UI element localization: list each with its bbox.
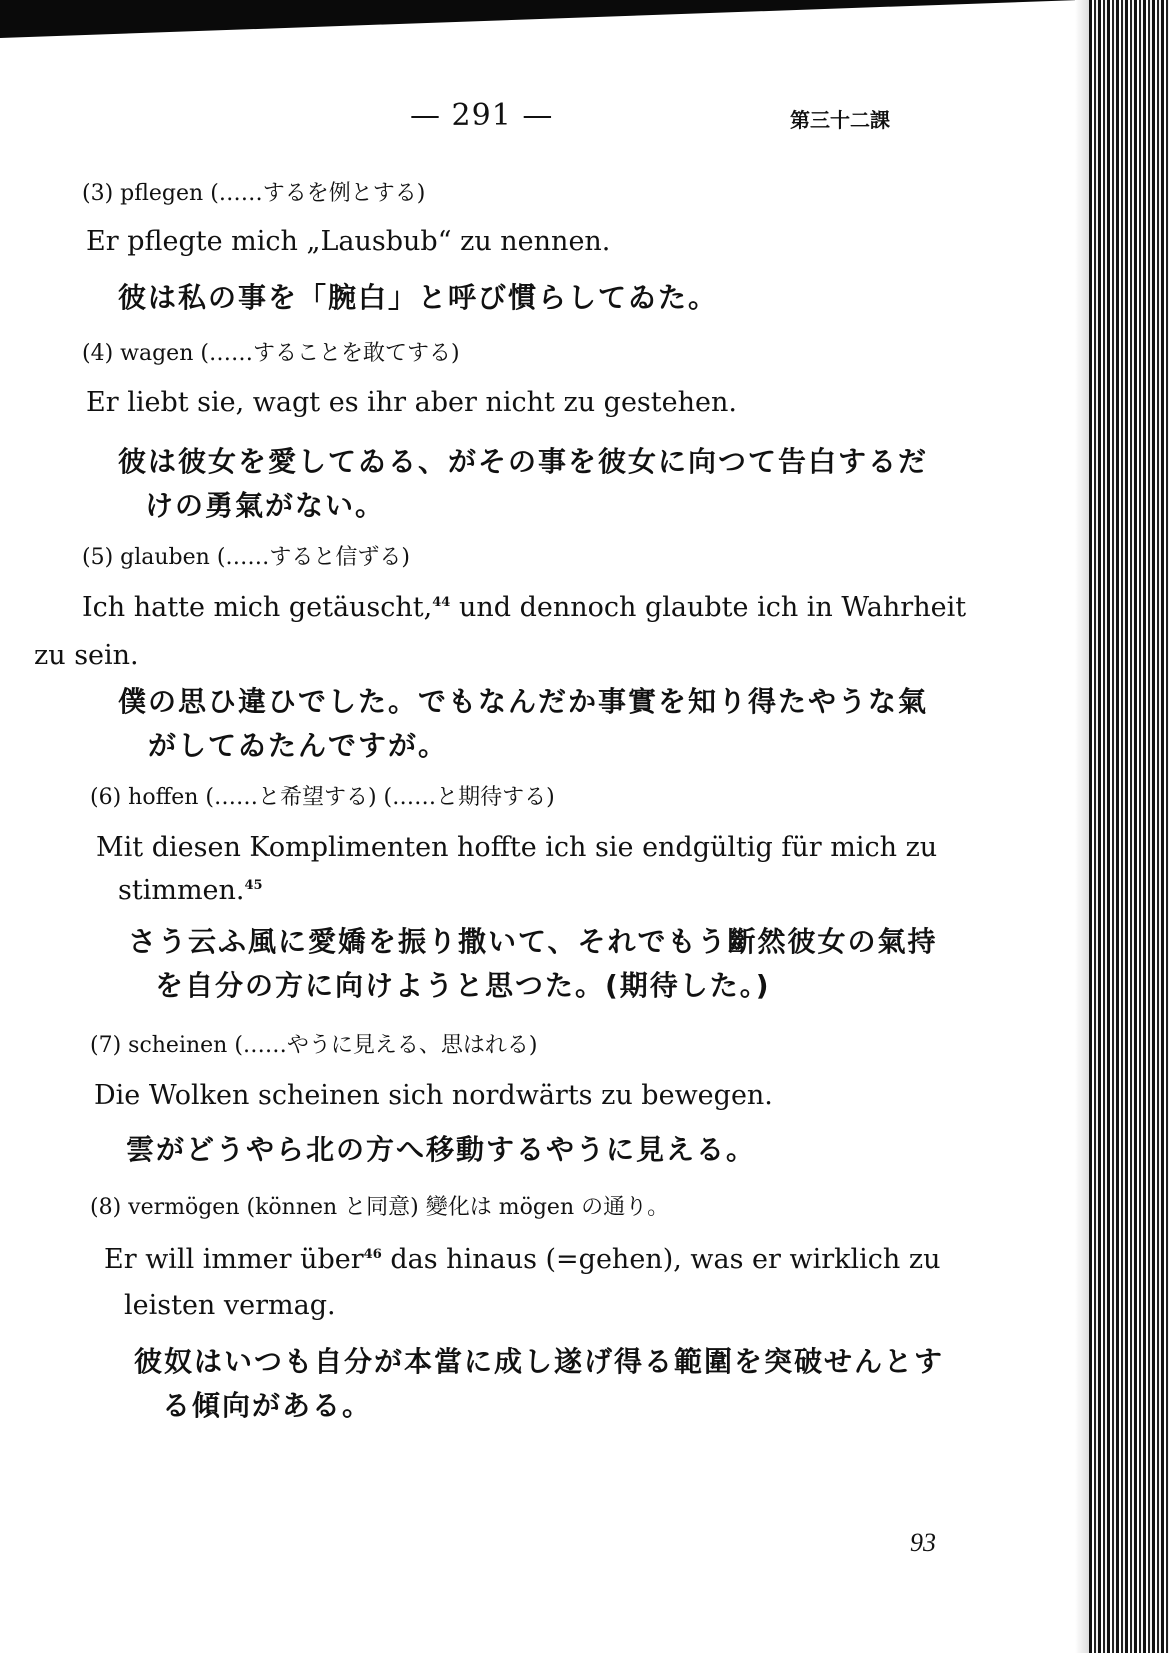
german-example: Die Wolken scheinen sich nordwärts zu bewegen.	[94, 1080, 773, 1111]
japanese-translation: 雲がどうやら北の方へ移動するやうに見える。	[126, 1133, 757, 1166]
japanese-translation: さう云ふ風に愛嬌を振り撒いて、それでもう斷然彼女の氣持	[128, 925, 938, 958]
page-number-header: — 291 —	[410, 98, 554, 133]
page-gutter-shadow	[1075, 0, 1089, 1653]
section-heading-7: (7) scheinen (……やうに見える、思はれる)	[90, 1033, 538, 1058]
japanese-translation: 彼は彼女を愛してゐる、がその事を彼女に向つて告白するだ	[118, 445, 929, 478]
footnote-marker: 44	[432, 595, 451, 610]
japanese-translation: がしてゐたんですが。	[148, 729, 449, 762]
german-example: Ich hatte mich getäuscht,$^{44}$ und dennoch glaubte ich in Wahrheit	[82, 592, 967, 623]
german-example: stimmen.$^{45}$	[118, 875, 263, 906]
japanese-translation: る傾向がある。	[162, 1389, 373, 1422]
german-example: Mit diesen Komplimenten hoffte ich sie endgültig für mich zu	[96, 832, 938, 863]
scan-shadow-corner	[0, 0, 1080, 38]
japanese-translation: 僕の思ひ違ひでした。でもなんだか事實を知り得たやうな氣	[118, 685, 929, 718]
book-page-edges	[1089, 0, 1169, 1653]
german-example: leisten vermag.	[124, 1290, 336, 1321]
german-example: Er liebt sie, wagt es ihr aber nicht zu gestehen.	[86, 387, 737, 418]
footnote-marker: 45	[244, 878, 263, 893]
section-heading-3: (3) pflegen (……するを例とする)	[82, 181, 426, 206]
german-example: Er will immer über$^{46}$ das hinaus (=gehen), was er wirklich zu	[104, 1244, 941, 1275]
section-heading-5: (5) glauben (……すると信ずる)	[82, 545, 410, 570]
japanese-translation: けの勇氣がない。	[145, 489, 386, 522]
japanese-translation: 彼奴はいつも自分が本當に成し遂げ得る範圍を突破せんとす	[134, 1345, 945, 1378]
german-example: zu sein.	[34, 640, 139, 671]
japanese-translation: 彼は私の事を「腕白」と呼び慣らしてゐた。	[118, 281, 719, 314]
lesson-title: 第三十二課	[790, 108, 890, 132]
section-heading-4: (4) wagen (……することを敢てする)	[82, 341, 460, 366]
footnote-marker: 46	[363, 1247, 382, 1262]
section-heading-8: (8) vermögen (können と同意) 變化は mögen の通り。	[90, 1195, 670, 1220]
section-heading-6: (6) hoffen (……と希望する) (……と期待する)	[90, 785, 555, 810]
german-example: Er pflegte mich „Lausbub“ zu nennen.	[86, 226, 611, 257]
japanese-translation: を自分の方に向けようと思つた。(期待した。)	[155, 969, 771, 1002]
folio-number: 93	[910, 1528, 936, 1557]
